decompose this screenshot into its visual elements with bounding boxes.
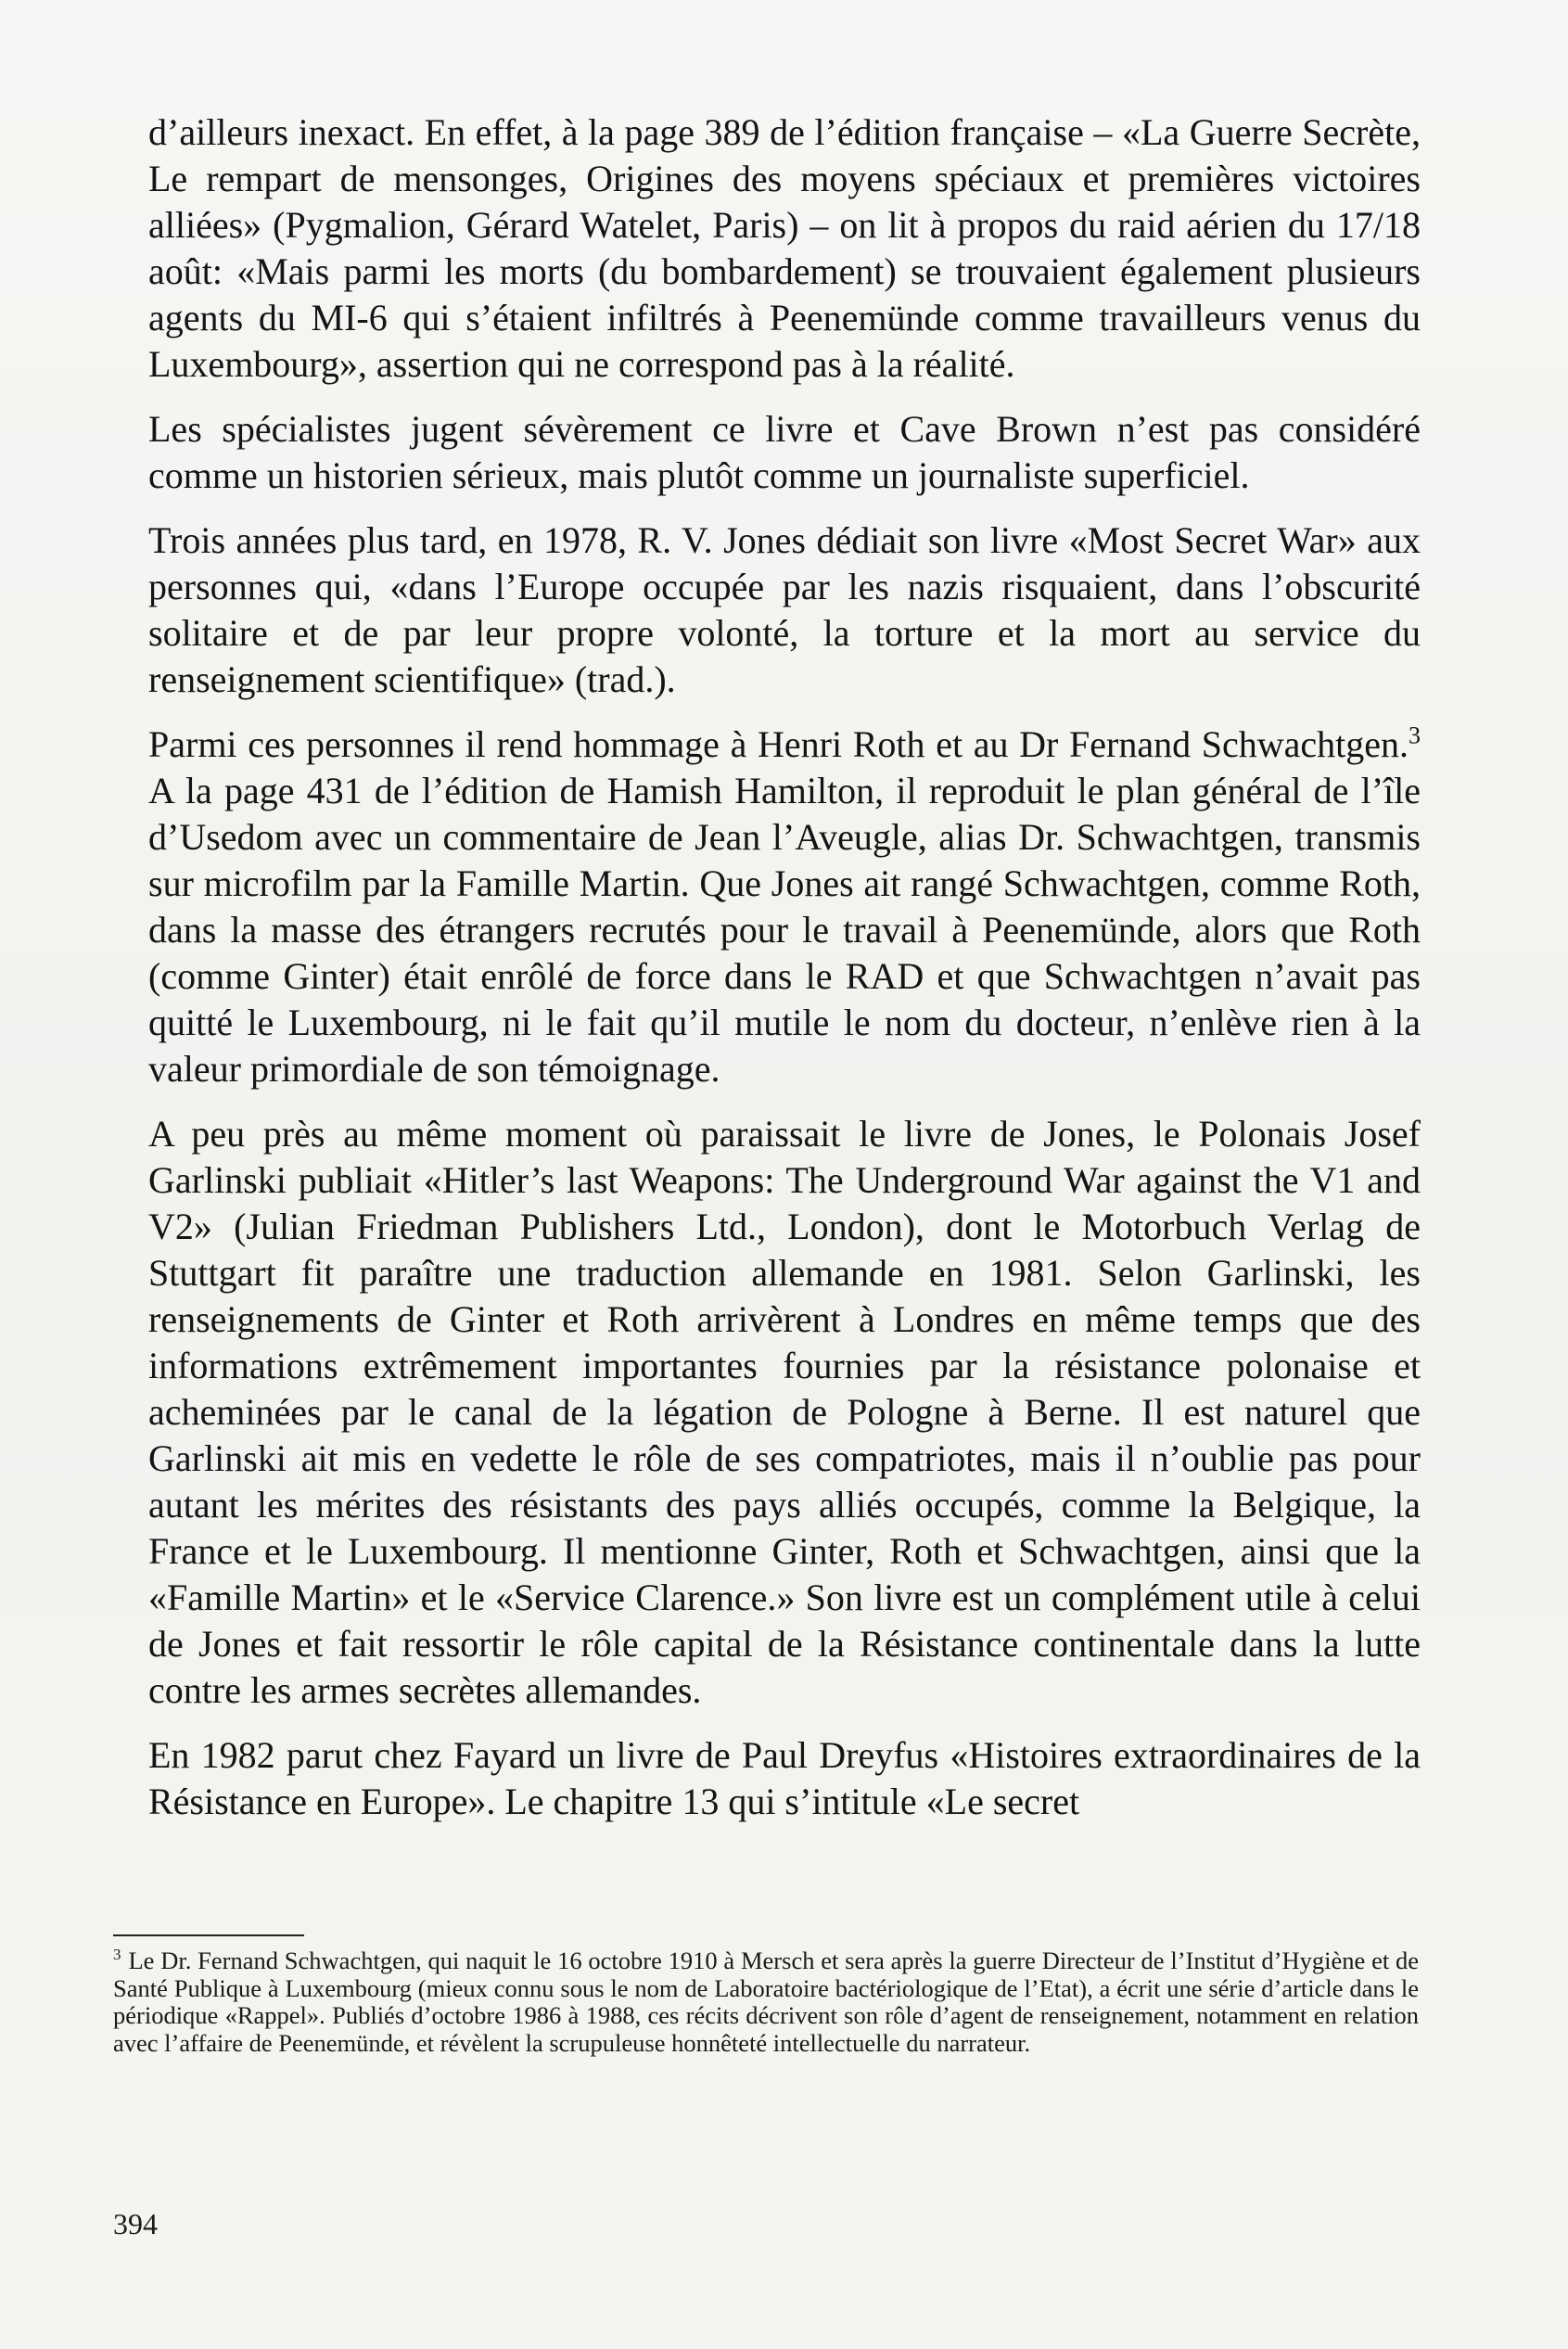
body-text	[148, 109, 1421, 1844]
page-number: 394	[113, 2207, 158, 2240]
paragraph-6: En 1982 parut chez Fayard un livre de Paul Dreyfus «Histoires extraordinaires de la Résistance en Europe». Le chapitre 13 qui s’intitule «Le secret	[148, 1734, 1421, 1822]
paragraph-5: A peu près au même moment où paraissait le livre de Jones, le Polonais Josef Garlinski publiait «Hitler’s last Weapons: The Underground War against the V1 and V2» (Julian Friedman Publishers Ltd., London), dont le Motorbuch Verlag de Stuttgart fit paraître une traduction allemande en 1981. Selon Garlinski, les renseignements de Ginter et Roth arrivèrent à Londres en même temps que des informations extrêmement importantes fournies par la résistance polonaise et acheminées par le canal de la légation de Pologne à Berne. Il est naturel que Garlinski ait mis en vedette le rôle de ses compatriotes, mais il n’oublie pas pour autant les mérites des résistants des pays alliés occupés, comme la Belgique, la France et le Luxembourg. Il mentionne Ginter, Roth et Schwachtgen, ainsi que la «Famille Martin» et le «Service Clarence.» Son livre est un complément utile à celui de Jones et fait ressortir le rôle capital de la Résistance continentale dans la lutte contre les armes secrètes allemandes.	[148, 1113, 1421, 1711]
paragraph-4-start: Parmi ces personnes il rend hommage à Henri Roth et au Dr Fernand Schwachtgen.	[148, 723, 1409, 765]
paragraph-1: d’ailleurs inexact. En effet, à la page 389 de l’édition française – «La Guerre Secrète, Le rempart de mensonges, Origines des moyens spéciaux et premières victoires alliées» (Pygmalion, Gérard Watelet, Paris) – on lit à propos du raid aérien du 17/18 août: «Mais parmi les morts (du bombardement) se trouvaient également plusieurs agents du MI-6 qui s’étaient infiltrés à Peenemünde comme travailleurs venus du Luxembourg», assertion qui ne correspond pas à la réalité.	[148, 111, 1421, 385]
footnote-marker: 3	[113, 1946, 121, 1964]
paragraph-4-rest: A la page 431 de l’édition de Hamish Hamilton, il reproduit le plan général de l’île d’Usedom avec un commentaire de Jean l’Aveugle, alias Dr. Schwachtgen, transmis sur microfilm par la Famille Martin. Que Jones ait rangé Schwachtgen, comme Roth, dans la masse des étrangers recrutés pour le travail à Peenemünde, alors que Roth (comme Ginter) était enrôlé de force dans le RAD et que Schwachtgen n’avait pas quitté le Luxembourg, ni le fait qu’il mutile le nom du docteur, n’enlève rien à la valeur primordiale de son témoignage.	[148, 770, 1421, 1090]
paragraph-4	[148, 721, 1421, 1092]
footnote-divider	[113, 1934, 304, 1936]
footnote	[113, 1947, 1419, 2057]
footnote-reference: 3	[1409, 721, 1421, 749]
paragraph-3: Trois années plus tard, en 1978, R. V. Jones dédiait son livre «Most Secret War» aux personnes qui, «dans l’Europe occupée par les nazis risquaient, dans l’obscurité solitaire et de par leur propre volonté, la torture et la mort au service du renseignement scientifique» (trad.).	[148, 519, 1421, 700]
footnote-text: Le Dr. Fernand Schwachtgen, qui naquit le 16 octobre 1910 à Mersch et sera après la guerre Directeur de l’Institut d’Hygiène et de Santé Publique à Luxembourg (mieux connu sous le nom de Laboratoire bactériologique de l’Etat), a écrit une série d’article dans le périodique «Rappel». Publiés d’octobre 1986 à 1988, ces récits décrivent son rôle d’agent de renseignement, notamment en relation avec l’affaire de Peenemünde, et révèlent la scrupuleuse honnêteté intellectuelle du narrateur.	[113, 1947, 1419, 2057]
paragraph-2: Les spécialistes jugent sévèrement ce livre et Cave Brown n’est pas considéré comme un historien sérieux, mais plutôt comme un journaliste superficiel.	[148, 408, 1421, 496]
